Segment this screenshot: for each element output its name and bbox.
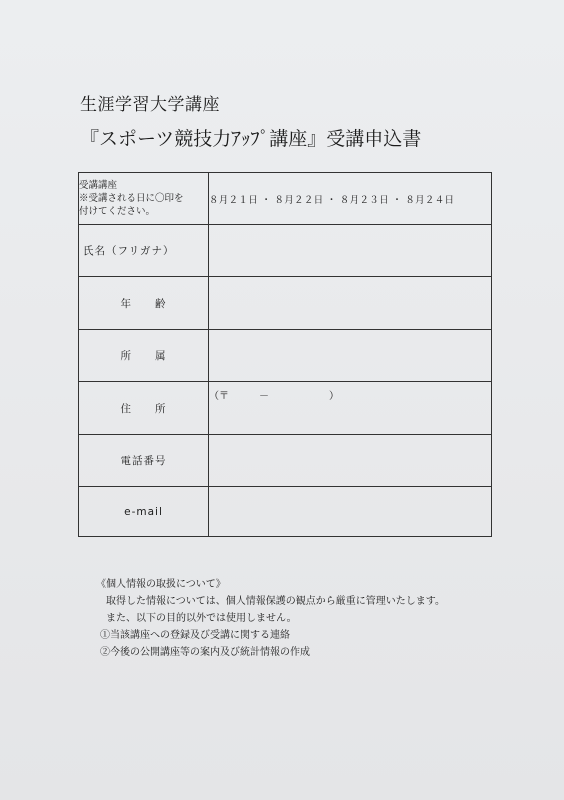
phone-label: 電話番号 <box>79 435 209 487</box>
course-label-cell <box>79 173 209 225</box>
age-row <box>79 277 492 330</box>
name-field[interactable] <box>209 225 492 277</box>
form-title: 『スポーツ競技力ｱｯﾌﾟ講座』受講申込書 <box>80 128 422 150</box>
affiliation-row <box>79 330 492 382</box>
privacy-heading: 《個人情報の取扱について》 <box>96 579 226 590</box>
phone-field[interactable] <box>209 435 492 487</box>
organizer-title: 生涯学習大学講座 <box>80 95 220 115</box>
course-row <box>79 173 492 225</box>
name-label: 氏名（フリガナ） <box>79 225 209 277</box>
name-row <box>79 225 492 277</box>
age-field[interactable] <box>209 277 492 330</box>
address-row <box>79 382 492 435</box>
privacy-line-1: 取得した情報については、個人情報保護の観点から厳重に管理いたします。 <box>106 596 445 607</box>
privacy-notice <box>96 576 445 661</box>
privacy-item-2: ②今後の公開講座等の案内及び統計情報の作成 <box>100 647 310 658</box>
address-label: 住 所 <box>79 382 209 435</box>
affiliation-field[interactable] <box>209 330 492 382</box>
email-field[interactable] <box>209 487 492 537</box>
privacy-item-1: ①当該講座への登録及び受講に関する連絡 <box>100 630 290 641</box>
email-label: e-mail <box>79 487 209 537</box>
course-dates: ８月２１日 ・ ８月２２日 ・ ８月２３日 ・ ８月２４日 <box>209 194 455 206</box>
address-field[interactable] <box>209 382 492 435</box>
privacy-line-2: また、以下の目的以外では使用しません。 <box>106 613 297 624</box>
email-row <box>79 487 492 537</box>
phone-row <box>79 435 492 487</box>
affiliation-label: 所 属 <box>79 330 209 382</box>
course-instruction-2: 付けてください。 <box>79 206 156 217</box>
postal-code-template: （〒 － ） <box>209 391 339 402</box>
course-label: 受講講座 <box>79 180 118 191</box>
course-instruction: ※受講される日に〇印を <box>79 193 184 204</box>
application-form-table <box>78 172 492 537</box>
age-label: 年 齢 <box>79 277 209 330</box>
course-dates-field[interactable] <box>209 173 492 225</box>
